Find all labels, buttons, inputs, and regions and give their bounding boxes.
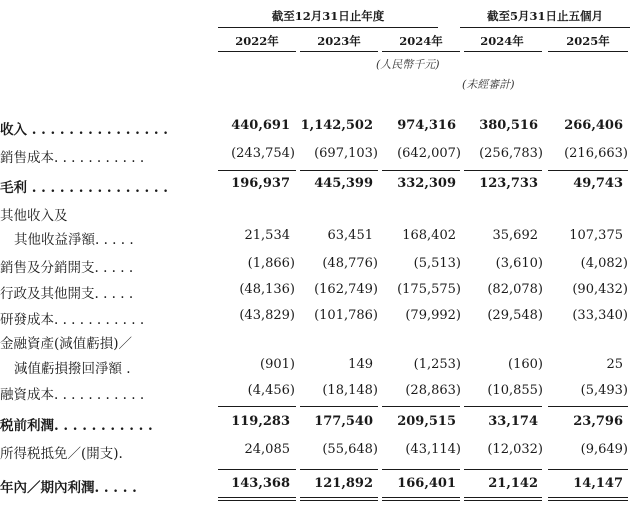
double-underline-profit-2023 — [300, 497, 378, 501]
cell-value: 209,515 — [397, 414, 456, 429]
cell-value: 21,534 — [244, 228, 290, 243]
row-label — [0, 282, 133, 302]
cell-value: (101,786) — [314, 308, 378, 323]
cell-value: (5,493) — [580, 383, 628, 398]
row-label-text: 融資成本 — [0, 387, 54, 403]
row-label-text: 銷售成本 — [0, 150, 54, 166]
cell-value: 24,085 — [244, 442, 290, 457]
year-header-2022: 2022年 — [235, 34, 279, 48]
row-label-text: 其他收益淨額 — [14, 232, 95, 248]
cell-value: (162,749) — [314, 282, 378, 297]
table-row — [0, 308, 640, 328]
year-rule-2024 — [382, 51, 460, 52]
underline-finance-costs-2025p — [548, 406, 628, 407]
row-label — [0, 308, 144, 328]
underline-finance-costs — [218, 406, 296, 407]
cell-value: (1,253) — [413, 357, 461, 372]
cell-value: 149 — [348, 357, 373, 372]
row-leader-dots: . . . . . — [94, 286, 134, 302]
underline-finance-costs-2024 — [382, 406, 460, 407]
cell-value: (1,866) — [247, 256, 295, 271]
table-row — [0, 383, 640, 403]
cell-value: 121,892 — [314, 476, 373, 491]
underline-finance-costs-2023 — [300, 406, 378, 407]
cell-value: 266,406 — [564, 118, 623, 133]
cell-value: (697,103) — [314, 146, 378, 161]
cell-value: 143,368 — [231, 476, 290, 491]
cell-value: 107,375 — [569, 228, 623, 243]
double-underline-profit-2025p — [548, 497, 628, 501]
table-row — [0, 476, 640, 496]
year-rule-2023 — [300, 51, 378, 52]
row-label — [0, 442, 123, 462]
cell-value: 974,316 — [397, 118, 456, 133]
unaudited-note: (未經審計) — [462, 78, 515, 91]
cell-value: 166,401 — [397, 476, 456, 491]
underline-cost-of-sales-2024p — [464, 170, 542, 171]
table-row — [0, 118, 640, 138]
underline-cost-of-sales-2023 — [300, 170, 378, 171]
row-leader-dots: . — [118, 446, 123, 462]
year-header-2025-period: 2025年 — [566, 34, 610, 48]
row-leader-dots: . . . . . . . . . . . — [54, 312, 145, 328]
cell-value: 23,796 — [573, 414, 623, 429]
cell-value: (642,007) — [397, 146, 461, 161]
row-label — [0, 256, 133, 276]
header-year-end-group: 截至12月31日止年度 — [271, 9, 385, 23]
table-row — [0, 146, 640, 166]
cell-value: 440,691 — [231, 118, 290, 133]
row-leader-dots: . . . . . . . . . . . — [54, 418, 153, 434]
cell-value: 33,174 — [488, 414, 538, 429]
header-five-months-rule — [460, 27, 630, 28]
cell-value: 445,399 — [314, 176, 373, 191]
row-label-text: 税前利潤 — [0, 418, 54, 434]
row-label-text: 研發成本 — [0, 312, 54, 328]
row-leader-dots: . . . . . — [95, 232, 134, 248]
cell-value: (12,032) — [487, 442, 543, 457]
underline-cost-of-sales-2024 — [382, 170, 460, 171]
row-label-text: 金融資產(減值虧損)／ — [0, 336, 133, 352]
cell-value: 35,692 — [492, 228, 538, 243]
cell-value: (10,855) — [487, 383, 543, 398]
row-label-text: 毛利 — [0, 180, 27, 196]
underline-finance-costs-2024p — [464, 406, 542, 407]
row-label — [0, 414, 153, 434]
double-underline-profit-2024p — [464, 497, 542, 501]
row-leader-dots: . . . . . — [94, 260, 134, 276]
underline-income-tax — [218, 469, 296, 470]
row-label — [0, 332, 132, 352]
row-label-text: 減值虧損撥回淨額 — [14, 361, 122, 377]
row-leader-dots: . . . . . . . . . . . — [54, 150, 145, 166]
cell-value: 177,540 — [314, 414, 373, 429]
row-label — [0, 204, 68, 224]
cell-value: 49,743 — [573, 176, 623, 191]
underline-income-tax-2024p — [464, 469, 542, 470]
cell-value: (82,078) — [487, 282, 543, 297]
row-label-text: 收入 — [0, 122, 27, 138]
cell-value: (48,776) — [322, 256, 378, 271]
row-label-text: 行政及其他開支 — [0, 286, 95, 302]
row-label-text: 所得税抵免／(開支) — [0, 446, 119, 462]
row-leader-dots: . . . . . . . . . . . . . . . — [27, 122, 168, 138]
cell-value: (3,610) — [495, 256, 543, 271]
year-header-2023: 2023年 — [317, 34, 361, 48]
table-row — [0, 228, 640, 248]
row-leader-dots: . — [122, 361, 131, 377]
table-row — [0, 176, 640, 196]
double-underline-profit-2024 — [382, 497, 460, 501]
row-label — [0, 146, 144, 166]
cell-value: (243,754) — [231, 146, 295, 161]
row-leader-dots: . . . . . — [94, 480, 137, 496]
year-rule-2022 — [218, 51, 296, 52]
underline-income-tax-2024 — [382, 469, 460, 470]
cell-value: (43,114) — [405, 442, 461, 457]
cell-value: (9,649) — [580, 442, 628, 457]
underline-cost-of-sales-2025p — [548, 170, 628, 171]
cell-value: (160) — [508, 357, 543, 372]
table-row — [0, 414, 640, 434]
cell-value: (33,340) — [572, 308, 628, 323]
year-rule-2025-period — [548, 51, 628, 52]
cell-value: (79,992) — [405, 308, 461, 323]
row-leader-dots: . . . . . . . . . . . . . . . — [27, 180, 168, 196]
currency-note: (人民幣千元) — [376, 58, 440, 71]
cell-value: (90,432) — [572, 282, 628, 297]
underline-cost-of-sales — [218, 170, 296, 171]
cell-value: (4,082) — [580, 256, 628, 271]
cell-value: 123,733 — [479, 176, 538, 191]
table-row — [0, 204, 640, 224]
cell-value: (29,548) — [487, 308, 543, 323]
cell-value: (256,783) — [479, 146, 543, 161]
cell-value: 14,147 — [573, 476, 623, 491]
cell-value: 168,402 — [402, 228, 456, 243]
row-label — [0, 118, 168, 138]
cell-value: 332,309 — [397, 176, 456, 191]
row-label-text: 銷售及分銷開支 — [0, 260, 95, 276]
underline-income-tax-2025p — [548, 469, 628, 470]
cell-value: (48,136) — [239, 282, 295, 297]
row-label — [14, 357, 131, 377]
row-label-text: 其他收入及 — [0, 208, 68, 224]
row-label-text: 年內／期內利潤 — [0, 480, 95, 496]
year-header-2024: 2024年 — [399, 34, 443, 48]
year-rule-2024-period — [464, 51, 542, 52]
cell-value: (4,456) — [247, 383, 295, 398]
cell-value: (28,863) — [405, 383, 461, 398]
table-row — [0, 332, 640, 352]
row-label — [14, 228, 134, 248]
table-row — [0, 442, 640, 462]
cell-value: 25 — [606, 357, 623, 372]
row-leader-dots: . . . . . . . . . . . — [54, 387, 145, 403]
cell-value: 119,283 — [231, 414, 290, 429]
cell-value: (175,575) — [397, 282, 461, 297]
cell-value: (901) — [260, 357, 295, 372]
cell-value: (5,513) — [413, 256, 461, 271]
table-row — [0, 357, 640, 377]
table-row — [0, 282, 640, 302]
header-year-end-rule — [218, 27, 438, 28]
cell-value: (55,648) — [322, 442, 378, 457]
cell-value: 196,937 — [231, 176, 290, 191]
cell-value: (216,663) — [564, 146, 628, 161]
row-label — [0, 476, 137, 496]
double-underline-profit — [218, 497, 296, 501]
cell-value: 1,142,502 — [300, 118, 373, 133]
cell-value: (18,148) — [322, 383, 378, 398]
header-five-months-group: 截至5月31日止五個月 — [486, 9, 603, 23]
year-header-2024-period: 2024年 — [480, 34, 524, 48]
cell-value: 380,516 — [479, 118, 538, 133]
cell-value: (43,829) — [239, 308, 295, 323]
row-label — [0, 383, 144, 403]
underline-income-tax-2023 — [300, 469, 378, 470]
row-label — [0, 176, 168, 196]
cell-value: 21,142 — [488, 476, 538, 491]
cell-value: 63,451 — [327, 228, 373, 243]
table-row — [0, 256, 640, 276]
